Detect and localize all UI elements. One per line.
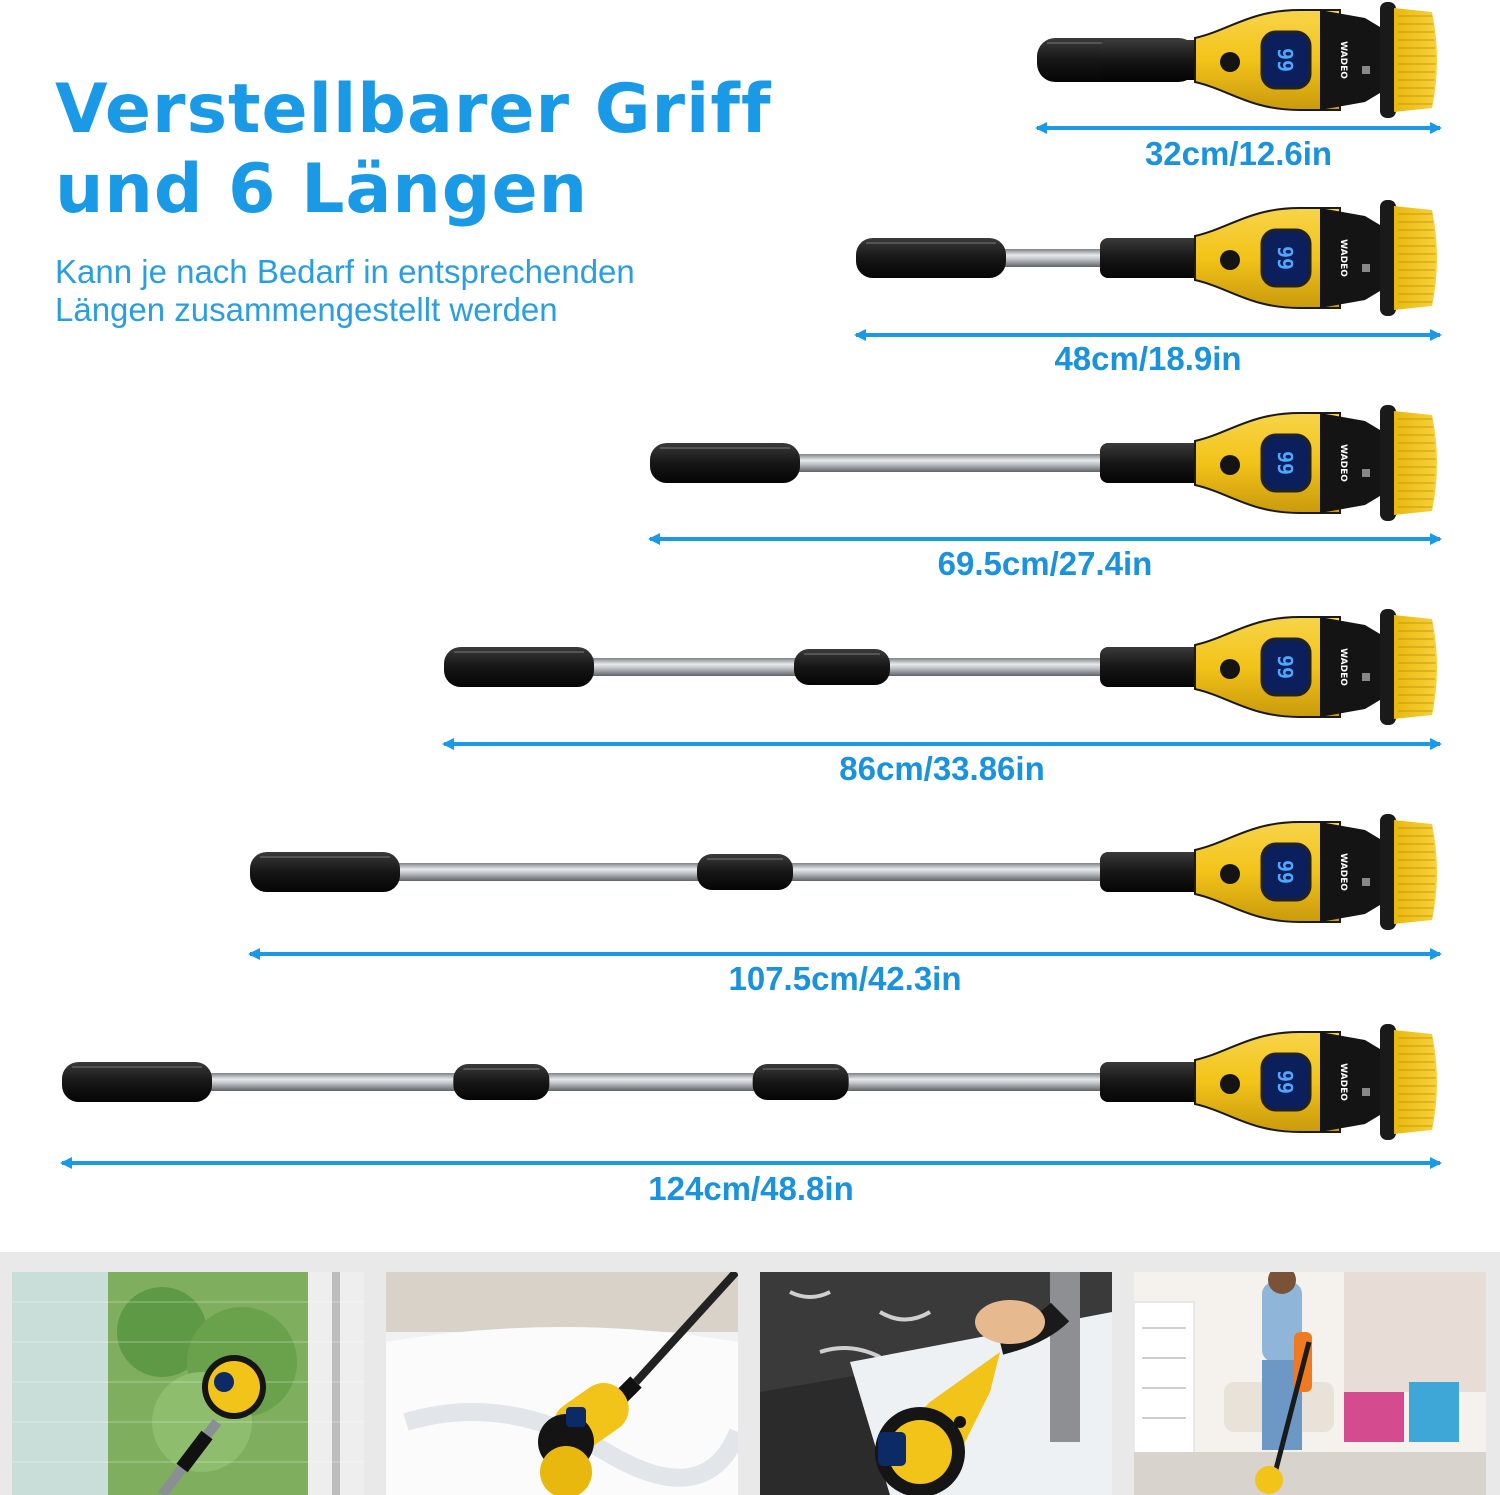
tool-config-2 [856,200,1440,335]
headline-line-2: und 6 Längen [55,150,588,229]
lock-icon [1362,66,1370,74]
headline-line-1: Verstellbarer Griff [55,70,772,149]
handle-grip [856,238,1006,278]
usage-photo-strip [0,1252,1500,1495]
subtext-line-2: Längen zusammengestellt werden [55,291,558,328]
speed-display: 99 [1273,1069,1297,1095]
rod-connector [697,854,793,890]
lock-icon [1362,878,1370,886]
window-cleaning-photo [12,1272,364,1495]
tool-config-4 [444,609,1440,744]
power-button [1220,1074,1240,1094]
brush-bristles [1394,411,1437,515]
speed-display: 99 [1273,654,1297,680]
brand-logo: WADEO [1338,853,1348,891]
lock-icon [1362,673,1370,681]
power-button [1220,52,1240,72]
brush-head [1100,1024,1437,1140]
brand-logo: WADEO [1338,648,1348,686]
handle-grip [250,852,400,892]
brush-head [1100,609,1437,725]
power-button [1220,659,1240,679]
speed-display: 99 [1273,450,1297,476]
sink-cleaning-photo [760,1272,1112,1495]
brand-logo: WADEO [1338,444,1348,482]
handle-grip [62,1062,212,1102]
brush-head [1100,814,1437,930]
brush-bristles [1394,615,1437,719]
handle-grip [650,443,800,483]
brand-logo: WADEO [1338,1063,1348,1101]
brush-head [1100,200,1437,316]
length-label: 48cm/18.9in [1054,340,1242,377]
length-label: 86cm/33.86in [839,750,1045,787]
rod-connector [753,1064,849,1100]
floor-cleaning-photo [1134,1272,1486,1495]
brand-logo: WADEO [1338,239,1348,277]
length-label: 69.5cm/27.4in [937,545,1153,582]
brand-logo: WADEO [1338,41,1348,79]
brush-bristles [1394,8,1437,112]
tool-config-3 [650,405,1440,539]
length-label: 32cm/12.6in [1144,135,1333,172]
brush-bristles [1394,206,1437,310]
extension-rod [790,454,1100,472]
power-button [1220,864,1240,884]
handle-grip [444,647,594,687]
brush-bristles [1394,1030,1437,1134]
lock-icon [1362,469,1370,477]
tool-config-5 [250,814,1440,954]
lock-icon [1362,264,1370,272]
tool-config-1 [1037,2,1440,128]
brush-head [1100,405,1437,521]
subtext-line-1: Kann je nach Bedarf in entsprechenden [55,253,635,290]
extension-rod [202,1073,1100,1091]
extension-rod [996,249,1100,267]
rod-connector [453,1064,549,1100]
speed-display: 99 [1273,245,1297,271]
length-label: 107.5cm/42.3in [728,960,962,997]
brush-bristles [1394,820,1437,924]
power-button [1220,455,1240,475]
speed-display: 99 [1273,47,1297,73]
lock-icon [1362,1088,1370,1096]
power-button [1220,250,1240,270]
speed-display: 99 [1273,859,1297,885]
length-label: 124cm/48.8in [648,1170,854,1207]
rod-connector [794,649,890,685]
bathtub-cleaning-photo [386,1272,738,1495]
brush-head [1100,2,1437,118]
tool-config-6 [62,1024,1440,1163]
